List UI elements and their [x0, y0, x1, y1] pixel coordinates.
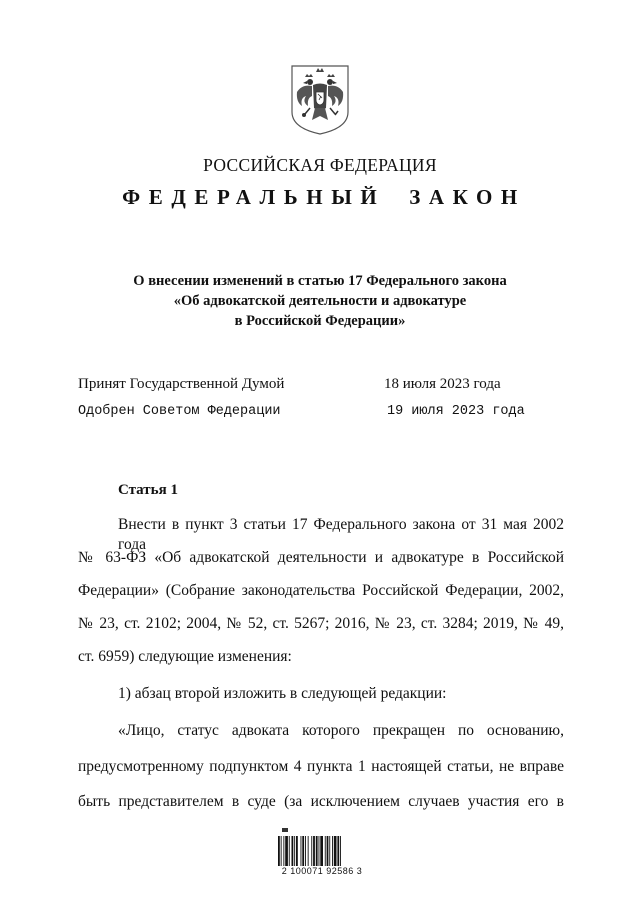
article-body-text: ст. 6959) следующие изменения:: [78, 648, 292, 665]
council-approval-label: Одобрен Советом Федерации: [78, 404, 281, 419]
council-approval-date: 19 июля 2023 года: [387, 404, 525, 419]
quote-text: предусмотренному подпунктом 4 пункта 1 настоящей статьи, не вправе: [78, 758, 564, 775]
coat-of-arms-icon: [288, 62, 352, 136]
barcode-number: 2 100071 92586 3: [281, 866, 363, 876]
law-type-heading: ФЕДЕРАЛЬНЫЙ ЗАКОН: [122, 185, 526, 209]
article-body-line: [78, 581, 564, 601]
article-body-text: № 63-ФЗ «Об адвокатской деятельности и адвокатуре в Российской: [78, 549, 564, 566]
country-name: РОССИЙСКАЯ ФЕДЕРАЦИЯ: [203, 155, 437, 175]
law-title-line: «Об адвокатской деятельности и адвокатуре: [173, 293, 467, 309]
quote-line: [118, 721, 564, 741]
article-body-text: Внести в пункт 3 статьи 17 Федерального закона от 31 мая 2002 года: [118, 516, 564, 553]
quote-text: быть представителем в суде (за исключением случаев участия его в: [78, 793, 564, 810]
article-body-line: [78, 614, 564, 634]
law-title: [0, 271, 640, 331]
article-body-text: Федерации» (Собрание законодательства Российской Федерации, 2002,: [78, 582, 564, 599]
article-body-line: [78, 647, 564, 667]
amendment-item-text: 1) абзац второй изложить в следующей редакции:: [118, 685, 447, 702]
article-body-line: [78, 548, 564, 568]
quote-text: «Лицо, статус адвоката которого прекращен по основанию,: [118, 722, 564, 739]
law-title-line: О внесении изменений в статью 17 Федерального закона: [133, 273, 507, 289]
amendment-item: [118, 684, 564, 704]
article-body-text: № 23, ст. 2102; 2004, № 52, ст. 5267; 2016, № 23, ст. 3284; 2019, № 49,: [78, 615, 564, 632]
quote-line: [78, 792, 564, 812]
duma-adoption-label: Принят Государственной Думой: [78, 376, 285, 392]
law-title-line: в Российской Федерации»: [234, 313, 406, 329]
quote-line: [78, 757, 564, 777]
duma-adoption-date: 18 июля 2023 года: [384, 376, 501, 392]
article-heading: Статья 1: [118, 482, 178, 498]
